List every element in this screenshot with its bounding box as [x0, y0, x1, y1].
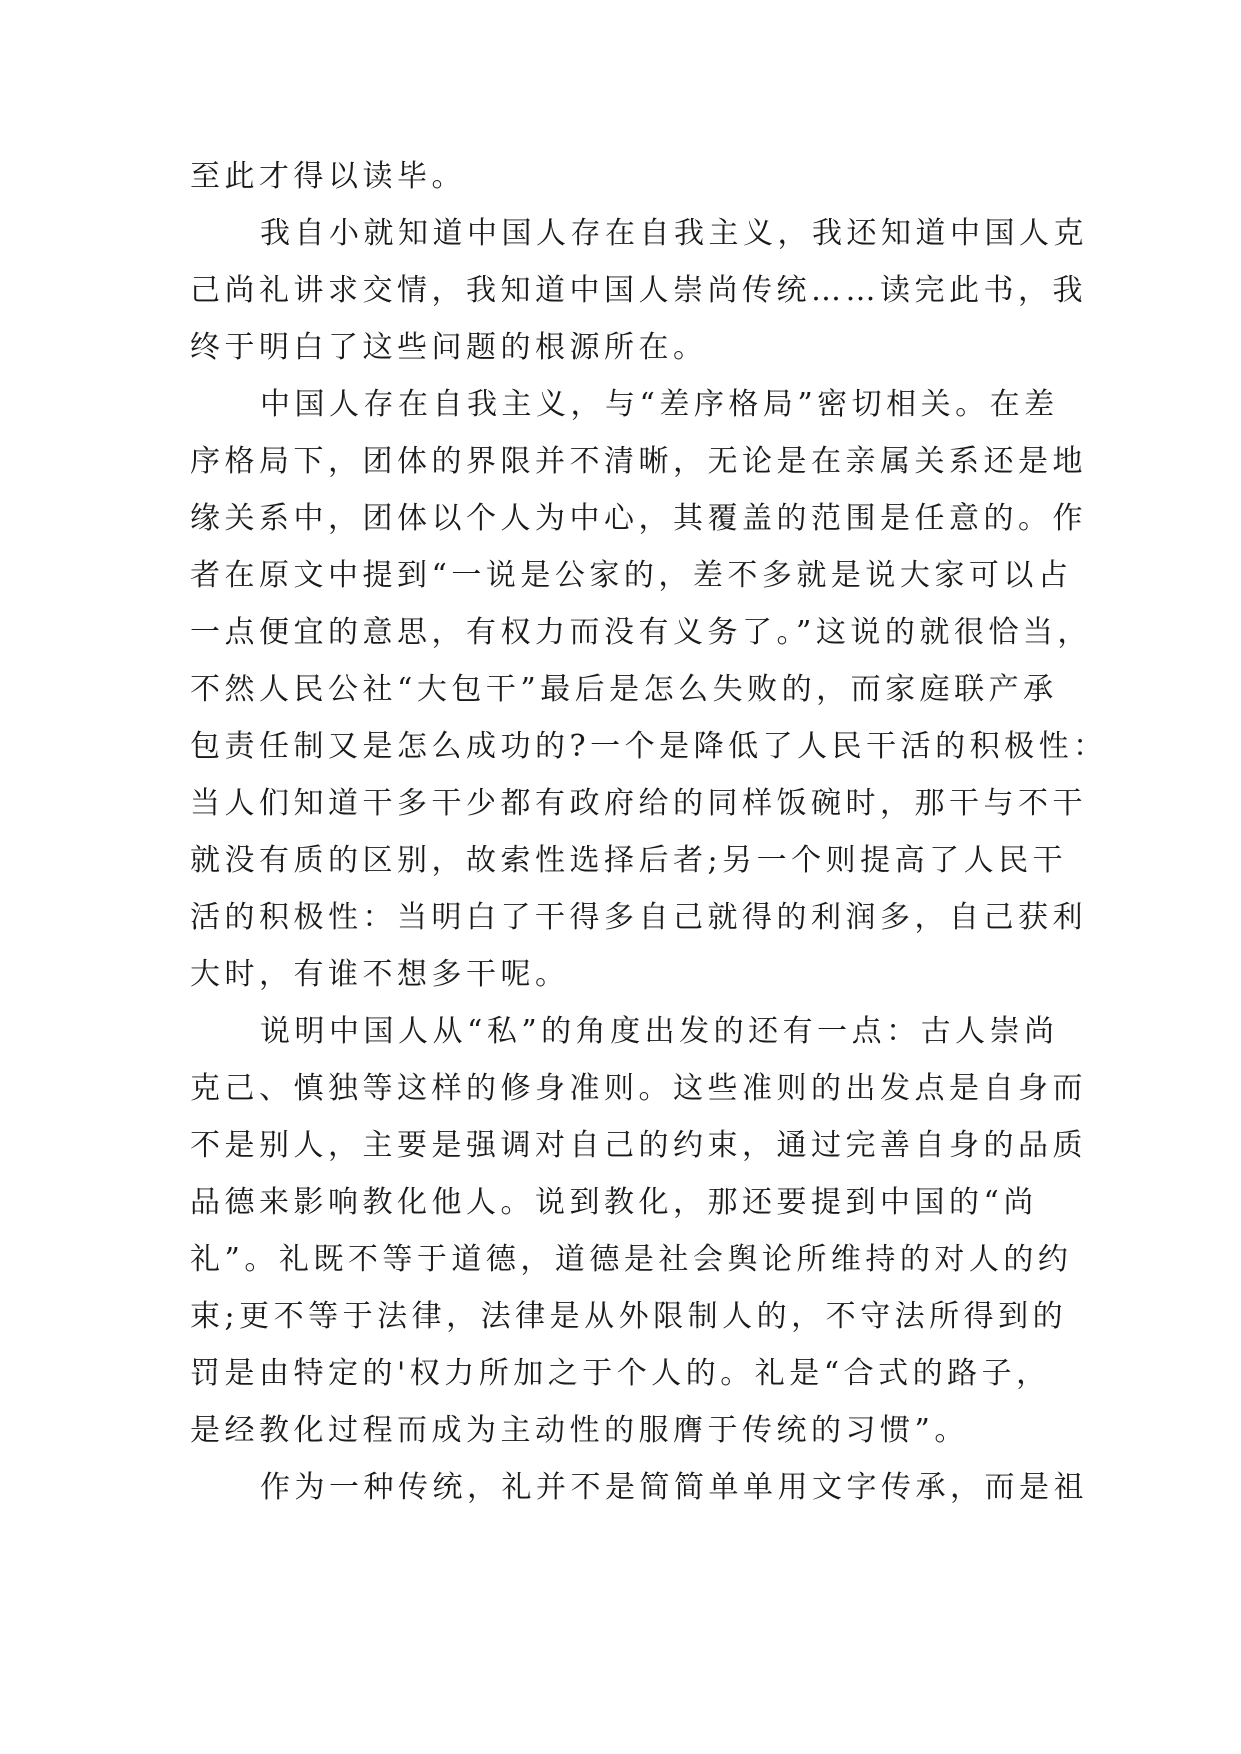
- text-line: 罚是由特定的'权力所加之于个人的。礼是“合式的路子，: [190, 1356, 1051, 1391]
- text-line: 缘关系中，团体以个人为中心，其覆盖的范围是任意的。作: [190, 501, 1087, 536]
- text-line: 序格局下，团体的界限并不清晰，无论是在亲属关系还是地: [190, 444, 1087, 479]
- text-line: 不是别人，主要是强调对自己的约束，通过完善自身的品质: [190, 1128, 1087, 1163]
- text-line: 己尚礼讲求交情，我知道中国人崇尚传统……读完此书，我: [190, 273, 1087, 308]
- text-line: 不然人民公社“大包干”最后是怎么失败的，而家庭联产承: [190, 672, 1058, 707]
- text-line: 克己、慎独等这样的修身准则。这些准则的出发点是自身而: [190, 1071, 1087, 1106]
- text-line: 礼”。礼既不等于道德，道德是社会舆论所维持的对人的约: [190, 1242, 1073, 1277]
- text-line: 就没有质的区别，故索性选择后者;另一个则提高了人民干: [190, 843, 1068, 878]
- text-line: 是经教化过程而成为主动性的服膺于传统的习惯”。: [190, 1413, 969, 1448]
- text-line: 我自小就知道中国人存在自我主义，我还知道中国人克: [260, 216, 1088, 251]
- text-line: 一点便宜的意思，有权力而没有义务了。”这说的就很恰当，: [190, 615, 1092, 650]
- text-line: 作为一种传统，礼并不是简简单单用文字传承，而是祖: [260, 1470, 1088, 1505]
- text-line: 者在原文中提到“一说是公家的，差不多就是说大家可以占: [190, 558, 1073, 593]
- text-line: 品德来影响教化他人。说到教化，那还要提到中国的“尚: [190, 1185, 1038, 1220]
- text-line: 活的积极性：当明白了干得多自己就得的利润多，自己获利: [190, 900, 1087, 935]
- text-line: 说明中国人从“私”的角度出发的还有一点：古人崇尚: [260, 1014, 1059, 1049]
- body-text: [190, 148, 1108, 1516]
- text-line: 至此才得以读毕。: [190, 159, 466, 194]
- text-line: 包责任制又是怎么成功的?一个是降低了人民干活的积极性：: [190, 729, 1108, 764]
- text-line: 束;更不等于法律，法律是从外限制人的，不守法所得到的: [190, 1299, 1068, 1334]
- text-line: 大时，有谁不想多干呢。: [190, 957, 570, 992]
- text-line: 终于明白了这些问题的根源所在。: [190, 330, 708, 365]
- text-line: 中国人存在自我主义，与“差序格局”密切相关。在差: [260, 387, 1059, 422]
- text-line: 当人们知道干多干少都有政府给的同样饭碗时，那干与不干: [190, 786, 1087, 821]
